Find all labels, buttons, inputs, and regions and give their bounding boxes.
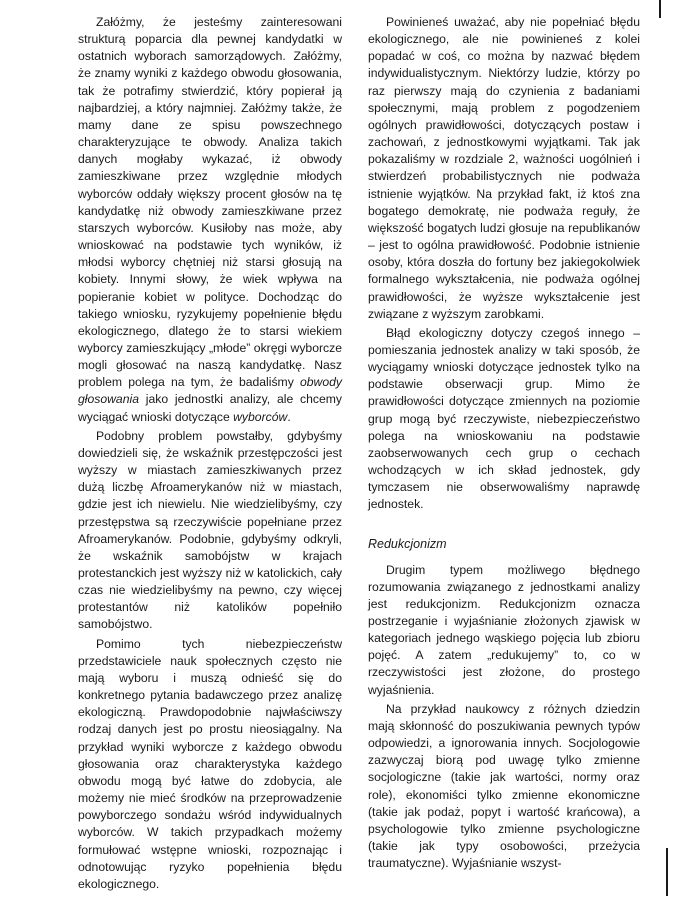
left-p1-emphasis-1: obwody głosowania (78, 375, 343, 407)
left-p1-end: . (287, 409, 291, 424)
left-p1-emphasis-2: wyborców (233, 409, 288, 424)
right-paragraph-1: Powinieneś uważać, aby nie popełniać błędu ekologicznego, ale nie powinieneś z kolei popadać w coś, co można by nazwać błędem indywidualistycznym. Niektórzy ludzie, którzy po raz pierwszy mają do czynienia z badaniami społecznymi, mają problem z pogodzeniem ogólnych prawidłowości, dotyczących postaw i zachowań, z jednostkowymi wyjątkami. Tak jak pokazaliśmy w rozdziale 2, ważności uogólnień i stwierdzeń probabilistycznych nie podważa istnienie wyjątków. Na przykład fakt, iż ktoś zna bogatego demokratę, nie podważa reguły, że większość bogatych ludzi głosuje na republikanów – jest to ogólna prawidłowość. Podobnie istnienie osoby, która doszła do fortuny bez jakiegokolwiek formalnego wykształcenia, nie podważa ogólnej prawidłowości, że wyższe wykształcenie jest związane z wyższym zarobkami. (368, 15, 640, 321)
right-paragraph-4: Na przykład naukowcy z różnych dziedzin mają skłonność do poszukiwania pewnych typów odpowiedzi, a ignorowania innych. Socjologowie zazwyczaj biorą pod uwagę tylko zmienne socjologiczne (takie jak wartości, normy oraz role), ekonomiści tylko zmienne ekonomiczne (takie jak podaż, popyt i wartość krańcowa), a psychologowie tylko zmienne psychologiczne (takie jak typy osobowości, przeżycia traumatyczne). Wyjaśnianie wszyst- (368, 701, 640, 871)
page-edge-mark-bottom (666, 848, 668, 896)
left-paragraph-2: Podobny problem powstałby, gdybyśmy dowiedzieli się, że wskaźnik przestępczości jest wyższy w miastach zamieszkiwanych przez dużą liczbę Afroamerykanów niż w miastach, gdzie jest ich niewielu. Nie wiedzielibyśmy, czy przestępstwa są rzeczywiście popełniane przez Afroamerykanów. Podobnie, gdybyśmy odkryli, że wskaźnik samobójstw w krajach protestanckich jest wyższy niż w katolickich, cały czas nie wiedzielibyśmy na pewno, czy więcej protestantów niż katolików popełniło samobójstwo. (78, 428, 342, 632)
left-column (78, 14, 342, 893)
left-paragraph-3: Pomimo tych niebezpieczeństw przedstawiciele nauk społecznych często nie mają wyboru i muszą odnieść się do konkretnego pytania badawczego przez analizę ekologiczną. Prawdopodobnie najwłaściwszy rodzaj danych jest po prostu nieosiągalny. Na przykład wyniki wyborcze z każdego obwodu głosowania oraz charakterystyka każdego obwodu mogą być łatwe do zdobycia, ale możemy nie mieć środków na przeprowadzenie powyborczego sondażu wśród indywidualnych wyborców. W takich przypadkach możemy formułować wstępne wnioski, rozpoznając i odnotowując ryzyko popełnienia błędu ekologicznego. (78, 636, 342, 891)
right-paragraph-2: Błąd ekologiczny dotyczy czegoś innego – pomieszania jednostek analizy w taki sposób, że wyciągamy wnioski dotyczące jednostek tylko na podstawie obserwacji grup. Mimo że prawidłowości dotyczące zmiennych na poziomie grup mogą być rzeczywiste, niebezpieczeństwo polega na wnioskowaniu na podstawie zaobserwowanych cech grup o cechach wchodzących w ich skład jednostek, gdy tymczasem nie obserwowaliśmy naprawdę jednostek. (368, 325, 640, 512)
right-column (368, 14, 640, 872)
right-paragraph-3: Drugim typem możliwego błędnego rozumowania związanego z jednostkami analizy jest redukcjonizm. Redukcjonizm oznacza postrzeganie i wyjaśnianie złożonych zjawisk w kategoriach jednego wąskiego pojęcia lub zbioru pojęć. A zatem „redukujemy” to, co w rzeczywistości jest złożone, do prostego wyjaśnienia. (368, 562, 640, 697)
left-p1-middle: jako jednostki analizy, ale chcemy wyciągać wnioski dotyczące (78, 392, 342, 424)
page-edge-mark-top (659, 0, 661, 18)
section-heading: Redukcjonizm (368, 536, 447, 551)
left-p1-text: Załóżmy, że jesteśmy zainteresowani strukturą poparcia dla pewnej kandydatki w ostatnich wyborach samorządowych. Załóżmy, że znamy wyniki z każdego obwodu głosowania, tak że potrafimy stwierdzić, który popierał ją najbardziej, a który najmniej. Załóżmy także, że mamy dane ze spisu powszechnego charakteryzujące te obwody. Analiza takich danych mogłaby wykazać, iż obwody zamieszkiwane przez względnie młodych wyborców oddały większy procent głosów na tę kandydatkę niż obwody zamieszkiwane przez starszych wyborców. Kusiłoby nas może, aby wnioskować na podstawie tych wyników, iż młodsi wyborcy chętniej niż starsi głosują na kobiety. Innymi słowy, że wiek wpływa na popieranie kobiet w polityce. Dochodząc do takiego wniosku, ryzykujemy popełnienie błędu ekologicznego, dlatego że to starsi wiekiem wyborcy zamieszkujący „młode” okręgi wyborcze mogli głosować na naszą kandydatkę. Nasz problem polega na tym, że badaliśmy (78, 15, 342, 390)
left-paragraph-1 (78, 14, 342, 426)
